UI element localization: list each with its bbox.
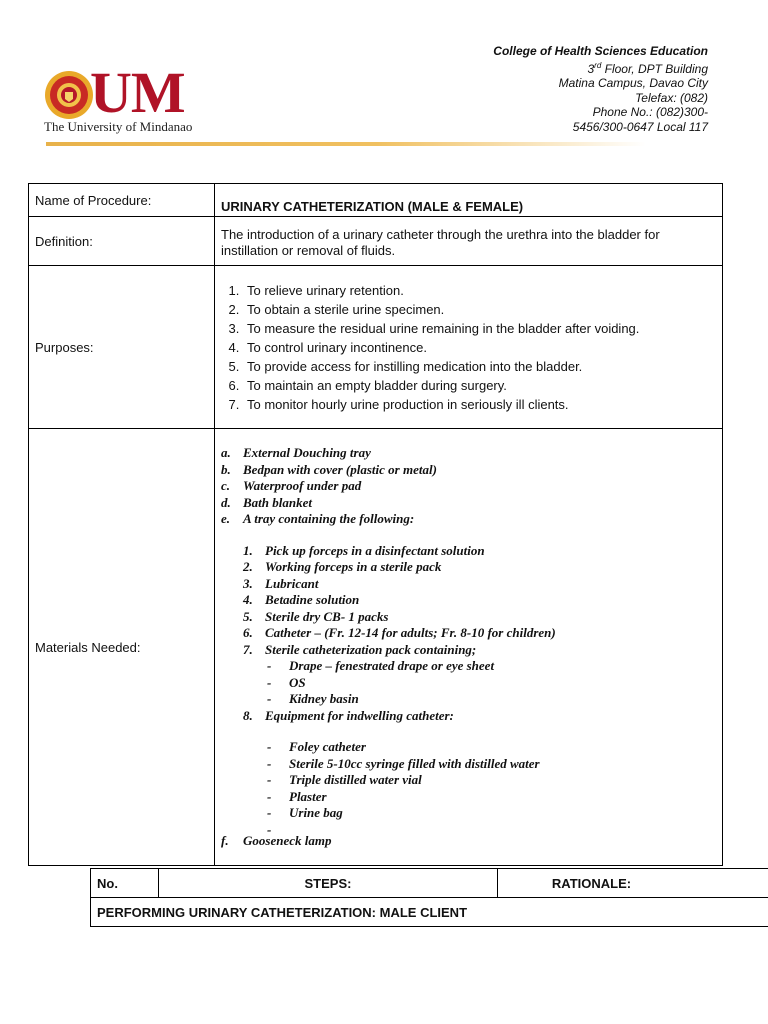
indwelling-item: - Plaster xyxy=(267,788,327,804)
purpose-item: 7. To monitor hourly urine production in seriously ill clients. xyxy=(243,395,716,414)
purpose-item: 6. To maintain an empty bladder during surgery. xyxy=(243,376,716,395)
material-item: b. Bedpan with cover (plastic or metal) xyxy=(221,461,437,477)
material-item: a. External Douching tray xyxy=(221,445,371,460)
university-seal-icon xyxy=(44,70,94,120)
materials-list xyxy=(215,429,723,866)
tray-item: 3. Lubricant xyxy=(243,575,319,591)
indwelling-item: - Foley catheter xyxy=(267,739,366,754)
telefax: Telefax: (082) xyxy=(635,90,708,105)
college-address-block xyxy=(493,44,708,134)
indwelling-item: - Triple distilled water vial xyxy=(267,772,422,787)
catheterization-pack-list xyxy=(243,658,716,708)
tray-item: 2. Working forceps in a sterile pack xyxy=(243,559,442,574)
procedure-table xyxy=(28,183,723,866)
purpose-item: 1. To relieve urinary retention. xyxy=(243,281,716,300)
indwelling-item: - Sterile 5-10cc syringe filled with distilled water xyxy=(267,755,540,771)
indwelling-item: - Urine bag xyxy=(267,805,343,820)
procedure-name-label: Name of Procedure: xyxy=(29,184,215,217)
pack-item: - Drape – fenestrated drape or eye sheet xyxy=(267,658,495,673)
materials-label: Materials Needed: xyxy=(29,429,215,866)
header-divider xyxy=(46,142,646,146)
procedure-name-row xyxy=(29,184,723,217)
tray-item: 6. Catheter – (Fr. 12-14 for adults; Fr. 8-10 for children) xyxy=(243,625,556,640)
tray-item: 7. Sterile catheterization pack containing; xyxy=(243,641,477,657)
tray-contents-list xyxy=(221,542,716,837)
address-floor: 3rd Floor, DPT Building xyxy=(587,60,708,76)
materials-row xyxy=(29,429,723,866)
section-title: PERFORMING URINARY CATHETERIZATION: MALE CLIENT xyxy=(91,898,768,927)
material-item: f. Gooseneck lamp xyxy=(221,832,332,848)
pack-item: - Kidney basin xyxy=(267,691,359,706)
university-name: The University of Mindanao xyxy=(44,119,193,134)
college-name: College of Health Sciences Education xyxy=(493,44,708,58)
university-logo xyxy=(44,60,224,140)
col-no-header: No. xyxy=(91,869,159,898)
definition-value: The introduction of a urinary catheter through the urethra into the bladder for instillation or removal of fluids. xyxy=(215,217,723,266)
tray-item: 4. Betadine solution xyxy=(243,592,360,607)
phone-line-2: 5456/300-0647 Local 117 xyxy=(572,119,708,134)
definition-label: Definition: xyxy=(29,217,215,266)
steps-table xyxy=(90,868,768,927)
material-item: e. A tray containing the following: xyxy=(221,511,415,526)
section-title-row xyxy=(91,898,768,927)
phone-line-1: Phone No.: (082)300- xyxy=(592,105,708,119)
purposes-list xyxy=(221,281,716,414)
tray-item: 5. Sterile dry CB- 1 packs xyxy=(243,608,389,624)
col-rationale-header: RATIONALE: xyxy=(498,869,768,898)
purpose-item: 5. To provide access for instilling medication into the bladder. xyxy=(243,357,716,376)
material-item: c. Waterproof under pad xyxy=(221,478,362,493)
purpose-item: 4. To control urinary incontinence. xyxy=(243,338,716,357)
purposes-row xyxy=(29,266,723,429)
tray-item: 1. Pick up forceps in a disinfectant solution xyxy=(243,542,485,558)
purposes-cell xyxy=(215,266,723,429)
steps-header-row xyxy=(91,869,768,898)
logo-wordmark: UM xyxy=(90,60,185,125)
address-campus: Matina Campus, Davao City xyxy=(558,76,708,90)
material-item: d. Bath blanket xyxy=(221,494,312,510)
col-steps-header: STEPS: xyxy=(159,869,498,898)
procedure-name-value: URINARY CATHETERIZATION (MALE & FEMALE) xyxy=(215,184,723,217)
indwelling-item: - xyxy=(267,821,272,837)
purpose-item: 3. To measure the residual urine remaining in the bladder after voiding. xyxy=(243,319,716,338)
tray-item: 8. Equipment for indwelling catheter: xyxy=(243,707,454,723)
pack-item: - OS xyxy=(267,674,306,690)
indwelling-list xyxy=(243,739,716,837)
purposes-label: Purposes: xyxy=(29,266,215,429)
purpose-item: 2. To obtain a sterile urine specimen. xyxy=(243,300,716,319)
definition-row xyxy=(29,217,723,266)
